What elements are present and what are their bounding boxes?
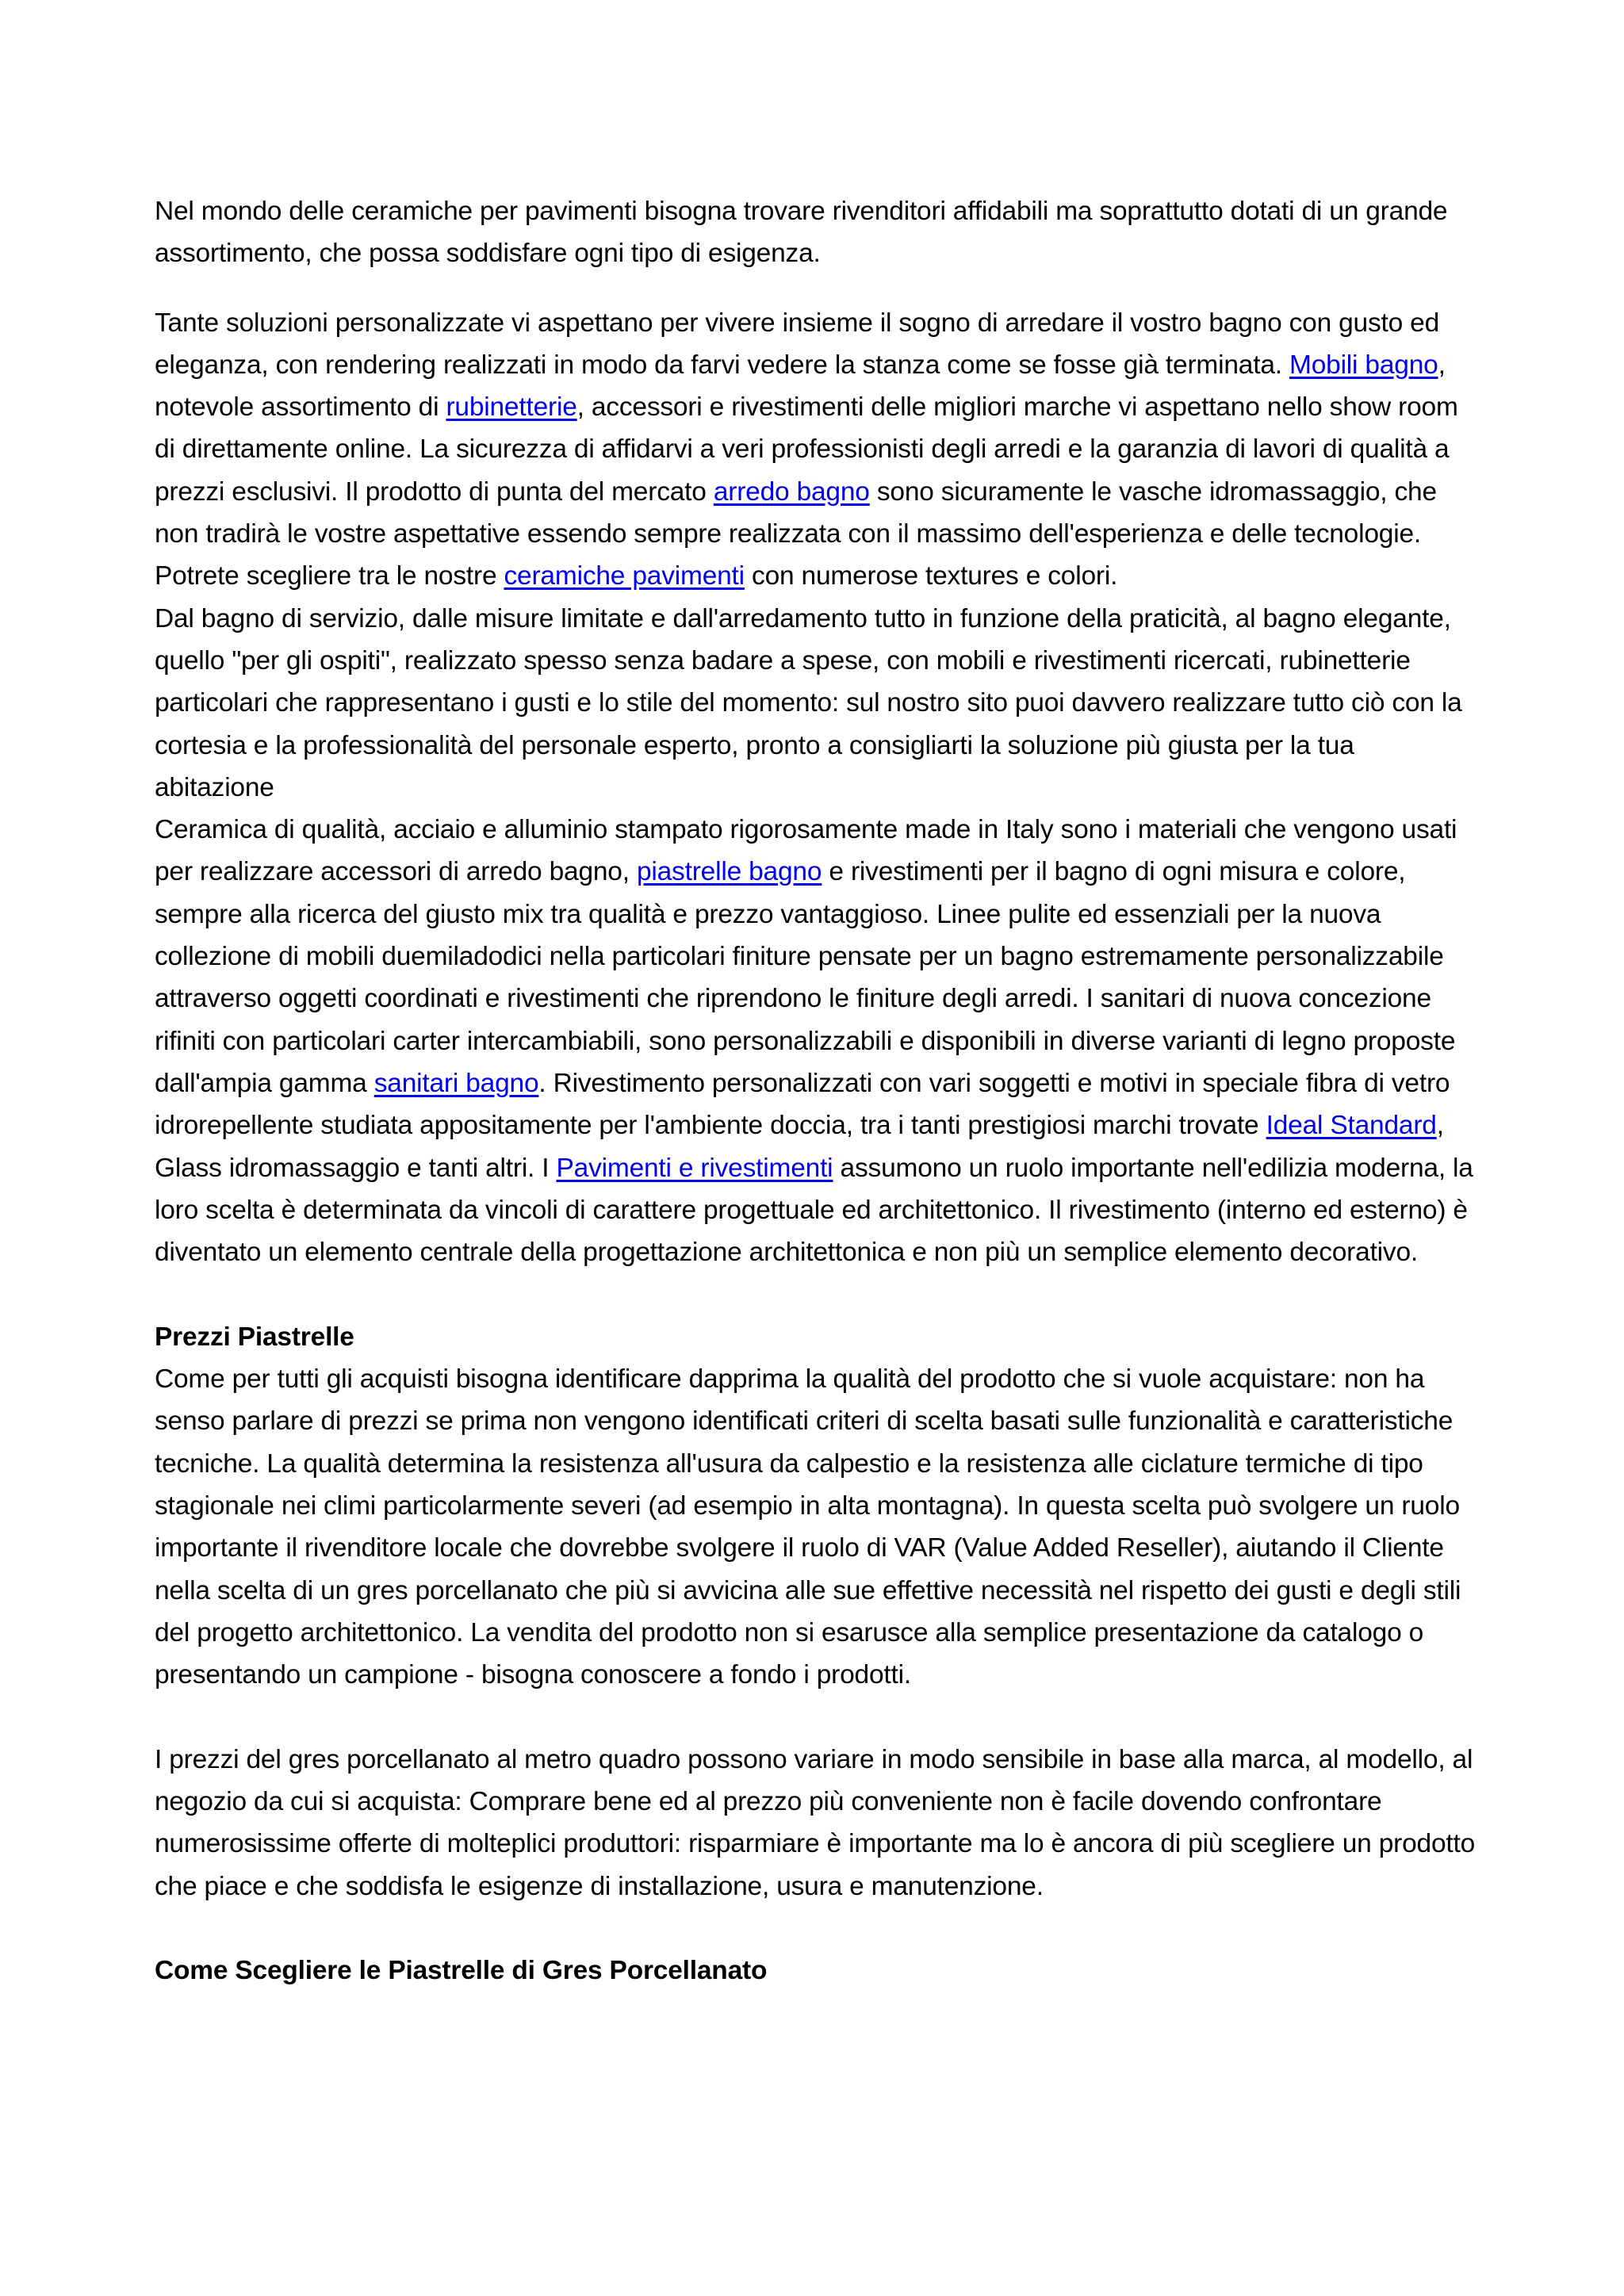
spacer [155,1696,1479,1738]
section1-text-3: , accessori e rivestimenti delle migliori marche vi aspettano nello show room di direttamente online. La sicurezza di affidarvi a veri professionisti degli arredi e la garanzia di lavori di qualità a prezzi esclusivi. Il prodotto di punta del mercato [155,392,1458,507]
come-scegliere-heading: Come Scegliere le Piastrelle di Gres Porcellanato [155,1956,768,1986]
intro-paragraph: Nel mondo delle ceramiche per pavimenti bisogna trovare rivenditori affidabili ma soprattutto dotati di un grande assortimento, che possa soddisfare ogni tipo di esigenza. [155,197,1448,269]
section3-text-3: . Rivestimento personalizzati con vari soggetti e motivi in speciale fibra di vetro idrorepellente studiata appositamente per l'ambiente doccia, tra i tanti prestigiosi marchi trovate [155,1068,1450,1141]
link-ideal-standard[interactable]: Ideal Standard [1266,1111,1437,1141]
section3-text-4: , Glass idromassaggio e tanti altri. I [155,1111,1444,1183]
link-sanitari-bagno[interactable]: sanitari bagno [373,1068,539,1098]
link-ceramiche-pavimenti[interactable]: ceramiche pavimenti [504,561,745,591]
section3-text-5: assumono un ruolo importante nell'edilizia moderna, la loro scelta è determinata da vincoli di carattere progettuale ed architettonico. Il rivestimento (interno ed esterno) è diventato un elemento centrale della progettazione architettonica e non più un semplice elemento decorativo. [155,1153,1473,1268]
spacer [155,1908,1479,1950]
section2-paragraph: Dal bagno di servizio, dalle misure limitate e dall'arredamento tutto in funzione della praticità, al bagno elegante, quello "per gli ospiti", realizzato spesso senza badare a spese, con mobili e rivestimenti ricercati, rubinetterie particolari che rappresentano i gusti e lo stile del momento: sul nostro sito puoi davvero realizzare tutto ciò con la cortesia e la professionalità del personale esperto, pronto a consigliarti la soluzione più giusta per la tua abitazione [155,603,1462,802]
section3-text-2: e rivestimenti per il bagno di ogni misura e colore, sempre alla ricerca del giusto mix tra qualità e prezzo vantaggioso. Linee pulite ed essenziali per la nuova collezione di mobili duemiladodici nella particolari finiture pensate per un bagno estremamente personalizzabile attraverso oggetti coordinati e rivestimenti che riprendono le finiture degli arredi. I sanitari di nuova concezione rifiniti con particolari carter intercambiabili, sono personalizzabili e disponibili in diverse varianti di legno proposte dall'ampia gamma [155,857,1456,1098]
section1-text-2: , notevole assortimento di [155,350,1446,423]
prezzi-paragraph-2: I prezzi del gres porcellanato al metro quadro possono variare in modo sensibile in base alla marca, al modello, al negozio da cui si acquista: Comprare bene ed al prezzo più conveniente non è facile dovendo confrontare numerosissime offerte di molteplici produttori: risparmiare è importante ma lo è ancora di più scegliere un prodotto che piace e che soddisfa le esigenze di installazione, usura e manutenzione. [155,1744,1476,1901]
section1-text-4: sono sicuramente le vasche idromassaggio, che non tradirà le vostre aspettative essendo sempre realizzata con il massimo dell'esperienza e delle tecnologie. Potrete scegliere tra le nostre [155,476,1437,591]
section1-text-5: con numerose textures e colori. [744,561,1118,591]
section1-text-1: Tante soluzioni personalizzate vi aspettano per vivere insieme il sogno di arredare il vostro bagno con gusto ed eleganza, con rendering realizzati in modo da farvi vedere la stanza come se fosse già terminata. [155,308,1440,380]
link-pavimenti-rivestimenti[interactable]: Pavimenti e rivestimenti [556,1153,833,1183]
prezzi-paragraph-1: Come per tutti gli acquisti bisogna identificare dapprima la qualità del prodotto che si vuole acquistare: non ha senso parlare di prezzi se prima non vengono identificati criteri di scelta basati sulle funzionalità e caratteristiche tecniche. La qualità determina la resistenza all'usura da calpestio e la resistenza alle ciclature termiche di tipo stagionale nei climi particolarmente severi (ad esempio in alta montagna). In questa scelta può svolgere un ruolo importante il rivenditore locale che dovrebbe svolgere il ruolo di VAR (Value Added Reseller), aiutando il Cliente nella scelta di un gres porcellanato che più si avvicina alle sue effettive necessità nel rispetto dei gusti e degli stili del progetto architettonico. La vendita del prodotto non si esarusce alla semplice presentazione da catalogo o presentando un campione - bisogna conoscere a fondo i prodotti. [155,1364,1461,1690]
section3-text-1: Ceramica di qualità, acciaio e alluminio stampato rigorosamente made in Italy sono i materiali che vengono usati per realizzare accessori di arredo bagno, [155,815,1457,887]
section3-paragraph [155,809,1479,1273]
document-page [155,190,1479,1992]
section1-paragraph [155,302,1479,598]
link-rubinetterie[interactable]: rubinetterie [446,392,577,423]
prezzi-heading: Prezzi Piastrelle [155,1322,354,1352]
spacer [155,275,1479,302]
link-piastrelle-bagno[interactable]: piastrelle bagno [636,857,822,887]
link-mobili-bagno[interactable]: Mobili bagno [1289,350,1438,380]
link-arredo-bagno[interactable]: arredo bagno [713,476,870,507]
spacer [155,1273,1479,1315]
